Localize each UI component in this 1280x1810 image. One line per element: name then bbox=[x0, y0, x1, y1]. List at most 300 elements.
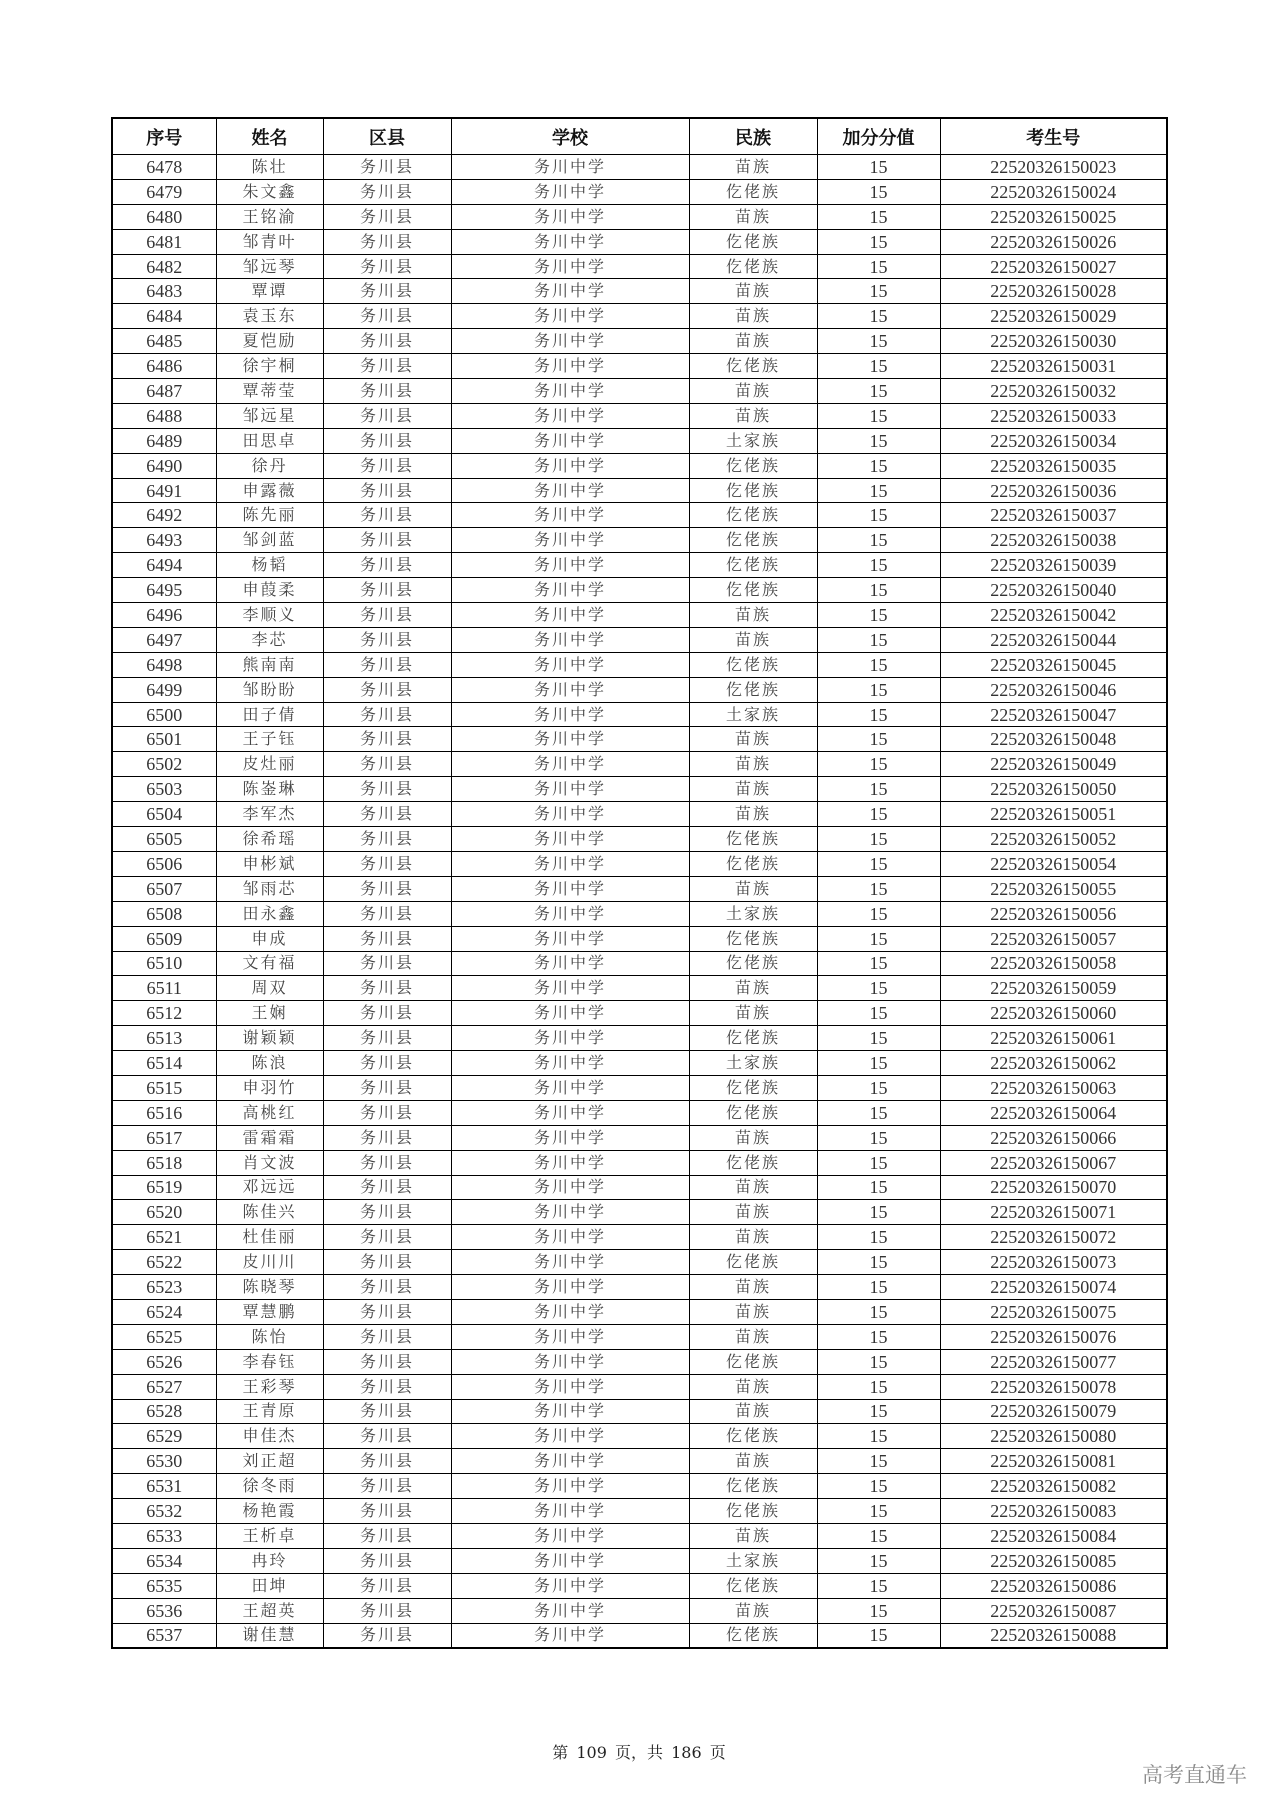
cell-school: 务川中学 bbox=[451, 1573, 689, 1598]
cell-bonus-points: 15 bbox=[817, 279, 940, 304]
cell-name: 王彩琴 bbox=[216, 1374, 323, 1399]
cell-serial: 6513 bbox=[112, 1026, 216, 1051]
table-row bbox=[112, 329, 1167, 354]
cell-name: 邓远远 bbox=[216, 1175, 323, 1200]
cell-county: 务川县 bbox=[323, 827, 451, 852]
cell-name: 文有福 bbox=[216, 951, 323, 976]
cell-school: 务川中学 bbox=[451, 304, 689, 329]
cell-school: 务川中学 bbox=[451, 1051, 689, 1076]
cell-exam-id: 22520326150026 bbox=[940, 229, 1167, 254]
cell-ethnicity: 苗族 bbox=[689, 1598, 817, 1623]
cell-serial: 6534 bbox=[112, 1548, 216, 1573]
table-row bbox=[112, 1150, 1167, 1175]
cell-bonus-points: 15 bbox=[817, 1449, 940, 1474]
cell-bonus-points: 15 bbox=[817, 677, 940, 702]
cell-school: 务川中学 bbox=[451, 702, 689, 727]
cell-county: 务川县 bbox=[323, 976, 451, 1001]
cell-ethnicity: 仡佬族 bbox=[689, 1424, 817, 1449]
cell-serial: 6527 bbox=[112, 1374, 216, 1399]
cell-exam-id: 22520326150033 bbox=[940, 403, 1167, 428]
cell-school: 务川中学 bbox=[451, 1424, 689, 1449]
cell-ethnicity: 仡佬族 bbox=[689, 652, 817, 677]
table-row bbox=[112, 204, 1167, 229]
watermark-logo-text: 高考直通车 bbox=[1142, 1763, 1247, 1787]
cell-serial: 6533 bbox=[112, 1523, 216, 1548]
cell-exam-id: 22520326150067 bbox=[940, 1150, 1167, 1175]
cell-ethnicity: 苗族 bbox=[689, 1324, 817, 1349]
cell-ethnicity: 仡佬族 bbox=[689, 1623, 817, 1648]
cell-exam-id: 22520326150088 bbox=[940, 1623, 1167, 1648]
table-row bbox=[112, 827, 1167, 852]
cell-county: 务川县 bbox=[323, 1150, 451, 1175]
cell-school: 务川中学 bbox=[451, 1125, 689, 1150]
cell-serial: 6498 bbox=[112, 652, 216, 677]
cell-county: 务川县 bbox=[323, 1449, 451, 1474]
cell-county: 务川县 bbox=[323, 777, 451, 802]
cell-county: 务川县 bbox=[323, 1474, 451, 1499]
cell-ethnicity: 苗族 bbox=[689, 329, 817, 354]
table-row bbox=[112, 1499, 1167, 1524]
cell-exam-id: 22520326150025 bbox=[940, 204, 1167, 229]
cell-county: 务川县 bbox=[323, 1026, 451, 1051]
cell-serial: 6487 bbox=[112, 379, 216, 404]
cell-ethnicity: 仡佬族 bbox=[689, 1474, 817, 1499]
table-row bbox=[112, 876, 1167, 901]
cell-county: 务川县 bbox=[323, 677, 451, 702]
cell-name: 袁玉东 bbox=[216, 304, 323, 329]
table-row bbox=[112, 901, 1167, 926]
cell-name: 朱文鑫 bbox=[216, 179, 323, 204]
cell-school: 务川中学 bbox=[451, 603, 689, 628]
cell-school: 务川中学 bbox=[451, 254, 689, 279]
cell-school: 务川中学 bbox=[451, 802, 689, 827]
table-row bbox=[112, 702, 1167, 727]
table-body bbox=[112, 155, 1167, 1649]
cell-school: 务川中学 bbox=[451, 777, 689, 802]
cell-exam-id: 22520326150028 bbox=[940, 279, 1167, 304]
cell-ethnicity: 苗族 bbox=[689, 976, 817, 1001]
cell-county: 务川县 bbox=[323, 1623, 451, 1648]
cell-exam-id: 22520326150070 bbox=[940, 1175, 1167, 1200]
cell-bonus-points: 15 bbox=[817, 1150, 940, 1175]
cell-county: 务川县 bbox=[323, 478, 451, 503]
cell-ethnicity: 仡佬族 bbox=[689, 851, 817, 876]
cell-ethnicity: 仡佬族 bbox=[689, 1075, 817, 1100]
cell-bonus-points: 15 bbox=[817, 304, 940, 329]
cell-exam-id: 22520326150086 bbox=[940, 1573, 1167, 1598]
cell-serial: 6497 bbox=[112, 627, 216, 652]
cell-county: 务川县 bbox=[323, 329, 451, 354]
cell-serial: 6484 bbox=[112, 304, 216, 329]
cell-serial: 6510 bbox=[112, 951, 216, 976]
cell-ethnicity: 苗族 bbox=[689, 876, 817, 901]
table-row bbox=[112, 1374, 1167, 1399]
cell-name: 夏恺励 bbox=[216, 329, 323, 354]
header-bonus-points: 加分分值 bbox=[817, 118, 940, 155]
cell-bonus-points: 15 bbox=[817, 1424, 940, 1449]
cell-serial: 6511 bbox=[112, 976, 216, 1001]
table-row bbox=[112, 652, 1167, 677]
cell-bonus-points: 15 bbox=[817, 204, 940, 229]
cell-serial: 6537 bbox=[112, 1623, 216, 1648]
cell-ethnicity: 苗族 bbox=[689, 204, 817, 229]
cell-serial: 6518 bbox=[112, 1150, 216, 1175]
cell-ethnicity: 土家族 bbox=[689, 1548, 817, 1573]
table-row bbox=[112, 229, 1167, 254]
cell-exam-id: 22520326150052 bbox=[940, 827, 1167, 852]
cell-county: 务川县 bbox=[323, 304, 451, 329]
cell-school: 务川中学 bbox=[451, 976, 689, 1001]
cell-exam-id: 22520326150063 bbox=[940, 1075, 1167, 1100]
cell-school: 务川中学 bbox=[451, 403, 689, 428]
cell-county: 务川县 bbox=[323, 453, 451, 478]
cell-serial: 6522 bbox=[112, 1250, 216, 1275]
cell-county: 务川县 bbox=[323, 155, 451, 180]
cell-bonus-points: 15 bbox=[817, 1001, 940, 1026]
cell-bonus-points: 15 bbox=[817, 951, 940, 976]
cell-serial: 6535 bbox=[112, 1573, 216, 1598]
cell-name: 皮川川 bbox=[216, 1250, 323, 1275]
cell-county: 务川县 bbox=[323, 428, 451, 453]
table-row bbox=[112, 1225, 1167, 1250]
cell-ethnicity: 仡佬族 bbox=[689, 951, 817, 976]
cell-bonus-points: 15 bbox=[817, 354, 940, 379]
cell-school: 务川中学 bbox=[451, 827, 689, 852]
table-row bbox=[112, 1598, 1167, 1623]
table-row bbox=[112, 1523, 1167, 1548]
header-name: 姓名 bbox=[216, 118, 323, 155]
cell-name: 邹雨芯 bbox=[216, 876, 323, 901]
cell-serial: 6516 bbox=[112, 1100, 216, 1125]
cell-school: 务川中学 bbox=[451, 1175, 689, 1200]
cell-ethnicity: 苗族 bbox=[689, 304, 817, 329]
cell-school: 务川中学 bbox=[451, 1374, 689, 1399]
cell-exam-id: 22520326150034 bbox=[940, 428, 1167, 453]
cell-bonus-points: 15 bbox=[817, 1548, 940, 1573]
cell-name: 田永鑫 bbox=[216, 901, 323, 926]
cell-bonus-points: 15 bbox=[817, 777, 940, 802]
cell-exam-id: 22520326150084 bbox=[940, 1523, 1167, 1548]
cell-ethnicity: 仡佬族 bbox=[689, 578, 817, 603]
cell-serial: 6489 bbox=[112, 428, 216, 453]
cell-school: 务川中学 bbox=[451, 279, 689, 304]
cell-county: 务川县 bbox=[323, 503, 451, 528]
cell-bonus-points: 15 bbox=[817, 503, 940, 528]
cell-serial: 6496 bbox=[112, 603, 216, 628]
cell-serial: 6492 bbox=[112, 503, 216, 528]
cell-name: 田思卓 bbox=[216, 428, 323, 453]
table-row bbox=[112, 727, 1167, 752]
cell-exam-id: 22520326150038 bbox=[940, 528, 1167, 553]
cell-exam-id: 22520326150081 bbox=[940, 1449, 1167, 1474]
cell-name: 邹远星 bbox=[216, 403, 323, 428]
cell-bonus-points: 15 bbox=[817, 1349, 940, 1374]
cell-bonus-points: 15 bbox=[817, 702, 940, 727]
cell-bonus-points: 15 bbox=[817, 1399, 940, 1424]
cell-name: 王析卓 bbox=[216, 1523, 323, 1548]
table-row bbox=[112, 1623, 1167, 1648]
cell-name: 杨艳霞 bbox=[216, 1499, 323, 1524]
table-row bbox=[112, 1125, 1167, 1150]
cell-serial: 6499 bbox=[112, 677, 216, 702]
cell-name: 申佳杰 bbox=[216, 1424, 323, 1449]
cell-serial: 6517 bbox=[112, 1125, 216, 1150]
cell-name: 雷霜霜 bbox=[216, 1125, 323, 1150]
cell-county: 务川县 bbox=[323, 1374, 451, 1399]
cell-exam-id: 22520326150047 bbox=[940, 702, 1167, 727]
cell-exam-id: 22520326150032 bbox=[940, 379, 1167, 404]
table-row bbox=[112, 453, 1167, 478]
cell-school: 务川中学 bbox=[451, 553, 689, 578]
cell-school: 务川中学 bbox=[451, 503, 689, 528]
cell-serial: 6479 bbox=[112, 179, 216, 204]
cell-school: 务川中学 bbox=[451, 652, 689, 677]
cell-bonus-points: 15 bbox=[817, 802, 940, 827]
cell-bonus-points: 15 bbox=[817, 627, 940, 652]
cell-school: 务川中学 bbox=[451, 951, 689, 976]
cell-county: 务川县 bbox=[323, 1424, 451, 1449]
cell-name: 王铭渝 bbox=[216, 204, 323, 229]
cell-school: 务川中学 bbox=[451, 627, 689, 652]
cell-exam-id: 22520326150031 bbox=[940, 354, 1167, 379]
cell-school: 务川中学 bbox=[451, 229, 689, 254]
table-row bbox=[112, 478, 1167, 503]
cell-bonus-points: 15 bbox=[817, 1125, 940, 1150]
cell-bonus-points: 15 bbox=[817, 1250, 940, 1275]
cell-school: 务川中学 bbox=[451, 1001, 689, 1026]
cell-county: 务川县 bbox=[323, 926, 451, 951]
cell-county: 务川县 bbox=[323, 727, 451, 752]
cell-exam-id: 22520326150055 bbox=[940, 876, 1167, 901]
cell-school: 务川中学 bbox=[451, 379, 689, 404]
cell-serial: 6523 bbox=[112, 1275, 216, 1300]
cell-school: 务川中学 bbox=[451, 1026, 689, 1051]
cell-exam-id: 22520326150035 bbox=[940, 453, 1167, 478]
cell-ethnicity: 土家族 bbox=[689, 428, 817, 453]
cell-ethnicity: 仡佬族 bbox=[689, 926, 817, 951]
cell-bonus-points: 15 bbox=[817, 229, 940, 254]
cell-bonus-points: 15 bbox=[817, 1523, 940, 1548]
cell-county: 务川县 bbox=[323, 279, 451, 304]
cell-ethnicity: 苗族 bbox=[689, 1200, 817, 1225]
cell-county: 务川县 bbox=[323, 578, 451, 603]
cell-name: 肖文波 bbox=[216, 1150, 323, 1175]
cell-name: 陈壮 bbox=[216, 155, 323, 180]
cell-school: 务川中学 bbox=[451, 578, 689, 603]
cell-name: 杜佳丽 bbox=[216, 1225, 323, 1250]
cell-name: 李军杰 bbox=[216, 802, 323, 827]
table-header-row bbox=[112, 118, 1167, 155]
cell-serial: 6494 bbox=[112, 553, 216, 578]
cell-name: 皮灶丽 bbox=[216, 752, 323, 777]
cell-school: 务川中学 bbox=[451, 677, 689, 702]
cell-bonus-points: 15 bbox=[817, 752, 940, 777]
table-row bbox=[112, 1075, 1167, 1100]
table-row bbox=[112, 379, 1167, 404]
table-row bbox=[112, 254, 1167, 279]
cell-bonus-points: 15 bbox=[817, 553, 940, 578]
cell-name: 熊南南 bbox=[216, 652, 323, 677]
cell-name: 陈浪 bbox=[216, 1051, 323, 1076]
cell-ethnicity: 仡佬族 bbox=[689, 677, 817, 702]
cell-serial: 6501 bbox=[112, 727, 216, 752]
cell-ethnicity: 苗族 bbox=[689, 777, 817, 802]
cell-exam-id: 22520326150087 bbox=[940, 1598, 1167, 1623]
cell-county: 务川县 bbox=[323, 1349, 451, 1374]
header-serial: 序号 bbox=[112, 118, 216, 155]
cell-name: 李芯 bbox=[216, 627, 323, 652]
cell-school: 务川中学 bbox=[451, 1548, 689, 1573]
cell-bonus-points: 15 bbox=[817, 827, 940, 852]
cell-serial: 6525 bbox=[112, 1324, 216, 1349]
cell-name: 冉玲 bbox=[216, 1548, 323, 1573]
cell-county: 务川县 bbox=[323, 204, 451, 229]
cell-county: 务川县 bbox=[323, 1299, 451, 1324]
cell-county: 务川县 bbox=[323, 627, 451, 652]
table-row bbox=[112, 752, 1167, 777]
table-row bbox=[112, 503, 1167, 528]
cell-ethnicity: 苗族 bbox=[689, 1001, 817, 1026]
cell-county: 务川县 bbox=[323, 1324, 451, 1349]
table-row bbox=[112, 304, 1167, 329]
cell-exam-id: 22520326150083 bbox=[940, 1499, 1167, 1524]
cell-bonus-points: 15 bbox=[817, 603, 940, 628]
cell-exam-id: 22520326150062 bbox=[940, 1051, 1167, 1076]
cell-name: 邹远琴 bbox=[216, 254, 323, 279]
cell-bonus-points: 15 bbox=[817, 1200, 940, 1225]
cell-serial: 6529 bbox=[112, 1424, 216, 1449]
cell-serial: 6520 bbox=[112, 1200, 216, 1225]
cell-ethnicity: 苗族 bbox=[689, 1399, 817, 1424]
cell-county: 务川县 bbox=[323, 229, 451, 254]
cell-bonus-points: 15 bbox=[817, 1026, 940, 1051]
cell-exam-id: 22520326150030 bbox=[940, 329, 1167, 354]
cell-exam-id: 22520326150061 bbox=[940, 1026, 1167, 1051]
table-row bbox=[112, 976, 1167, 1001]
cell-school: 务川中学 bbox=[451, 428, 689, 453]
cell-county: 务川县 bbox=[323, 802, 451, 827]
cell-name: 谢颖颖 bbox=[216, 1026, 323, 1051]
cell-serial: 6485 bbox=[112, 329, 216, 354]
cell-exam-id: 22520326150050 bbox=[940, 777, 1167, 802]
cell-ethnicity: 苗族 bbox=[689, 279, 817, 304]
table-row bbox=[112, 1474, 1167, 1499]
cell-name: 谢佳慧 bbox=[216, 1623, 323, 1648]
table-row bbox=[112, 1275, 1167, 1300]
cell-ethnicity: 仡佬族 bbox=[689, 354, 817, 379]
cell-exam-id: 22520326150060 bbox=[940, 1001, 1167, 1026]
cell-exam-id: 22520326150073 bbox=[940, 1250, 1167, 1275]
cell-county: 务川县 bbox=[323, 702, 451, 727]
cell-name: 王青原 bbox=[216, 1399, 323, 1424]
cell-ethnicity: 仡佬族 bbox=[689, 179, 817, 204]
cell-bonus-points: 15 bbox=[817, 976, 940, 1001]
cell-exam-id: 22520326150059 bbox=[940, 976, 1167, 1001]
table-row bbox=[112, 1573, 1167, 1598]
cell-county: 务川县 bbox=[323, 1175, 451, 1200]
cell-serial: 6536 bbox=[112, 1598, 216, 1623]
cell-bonus-points: 15 bbox=[817, 1573, 940, 1598]
cell-bonus-points: 15 bbox=[817, 727, 940, 752]
cell-exam-id: 22520326150057 bbox=[940, 926, 1167, 951]
cell-county: 务川县 bbox=[323, 1399, 451, 1424]
cell-exam-id: 22520326150036 bbox=[940, 478, 1167, 503]
header-school: 学校 bbox=[451, 118, 689, 155]
cell-name: 申彬斌 bbox=[216, 851, 323, 876]
cell-exam-id: 22520326150082 bbox=[940, 1474, 1167, 1499]
table-row bbox=[112, 279, 1167, 304]
cell-serial: 6528 bbox=[112, 1399, 216, 1424]
cell-name: 刘正超 bbox=[216, 1449, 323, 1474]
cell-school: 务川中学 bbox=[451, 329, 689, 354]
cell-school: 务川中学 bbox=[451, 1275, 689, 1300]
cell-bonus-points: 15 bbox=[817, 528, 940, 553]
cell-serial: 6486 bbox=[112, 354, 216, 379]
cell-exam-id: 22520326150079 bbox=[940, 1399, 1167, 1424]
cell-ethnicity: 土家族 bbox=[689, 901, 817, 926]
cell-exam-id: 22520326150040 bbox=[940, 578, 1167, 603]
table-row bbox=[112, 1449, 1167, 1474]
table-row bbox=[112, 627, 1167, 652]
cell-ethnicity: 仡佬族 bbox=[689, 553, 817, 578]
cell-ethnicity: 苗族 bbox=[689, 752, 817, 777]
cell-ethnicity: 苗族 bbox=[689, 1275, 817, 1300]
cell-ethnicity: 仡佬族 bbox=[689, 503, 817, 528]
cell-exam-id: 22520326150080 bbox=[940, 1424, 1167, 1449]
cell-county: 务川县 bbox=[323, 1523, 451, 1548]
cell-name: 杨韬 bbox=[216, 553, 323, 578]
cell-exam-id: 22520326150074 bbox=[940, 1275, 1167, 1300]
table-row bbox=[112, 1100, 1167, 1125]
cell-bonus-points: 15 bbox=[817, 1324, 940, 1349]
cell-name: 陈怡 bbox=[216, 1324, 323, 1349]
cell-school: 务川中学 bbox=[451, 453, 689, 478]
cell-county: 务川县 bbox=[323, 951, 451, 976]
cell-bonus-points: 15 bbox=[817, 1474, 940, 1499]
cell-school: 务川中学 bbox=[451, 1598, 689, 1623]
cell-name: 申露薇 bbox=[216, 478, 323, 503]
cell-serial: 6480 bbox=[112, 204, 216, 229]
cell-county: 务川县 bbox=[323, 603, 451, 628]
cell-ethnicity: 苗族 bbox=[689, 155, 817, 180]
cell-school: 务川中学 bbox=[451, 1075, 689, 1100]
cell-serial: 6491 bbox=[112, 478, 216, 503]
header-county: 区县 bbox=[323, 118, 451, 155]
cell-county: 务川县 bbox=[323, 1225, 451, 1250]
cell-county: 务川县 bbox=[323, 403, 451, 428]
cell-bonus-points: 15 bbox=[817, 652, 940, 677]
cell-serial: 6507 bbox=[112, 876, 216, 901]
cell-serial: 6532 bbox=[112, 1499, 216, 1524]
cell-county: 务川县 bbox=[323, 254, 451, 279]
cell-name: 覃慧鹏 bbox=[216, 1299, 323, 1324]
cell-bonus-points: 15 bbox=[817, 254, 940, 279]
cell-exam-id: 22520326150027 bbox=[940, 254, 1167, 279]
cell-exam-id: 22520326150064 bbox=[940, 1100, 1167, 1125]
cell-county: 务川县 bbox=[323, 1499, 451, 1524]
cell-name: 徐希瑶 bbox=[216, 827, 323, 852]
cell-ethnicity: 仡佬族 bbox=[689, 1250, 817, 1275]
cell-exam-id: 22520326150051 bbox=[940, 802, 1167, 827]
cell-ethnicity: 苗族 bbox=[689, 403, 817, 428]
cell-school: 务川中学 bbox=[451, 1499, 689, 1524]
cell-school: 务川中学 bbox=[451, 204, 689, 229]
cell-exam-id: 22520326150075 bbox=[940, 1299, 1167, 1324]
table-row bbox=[112, 603, 1167, 628]
cell-ethnicity: 仡佬族 bbox=[689, 1026, 817, 1051]
cell-ethnicity: 土家族 bbox=[689, 702, 817, 727]
cell-serial: 6515 bbox=[112, 1075, 216, 1100]
